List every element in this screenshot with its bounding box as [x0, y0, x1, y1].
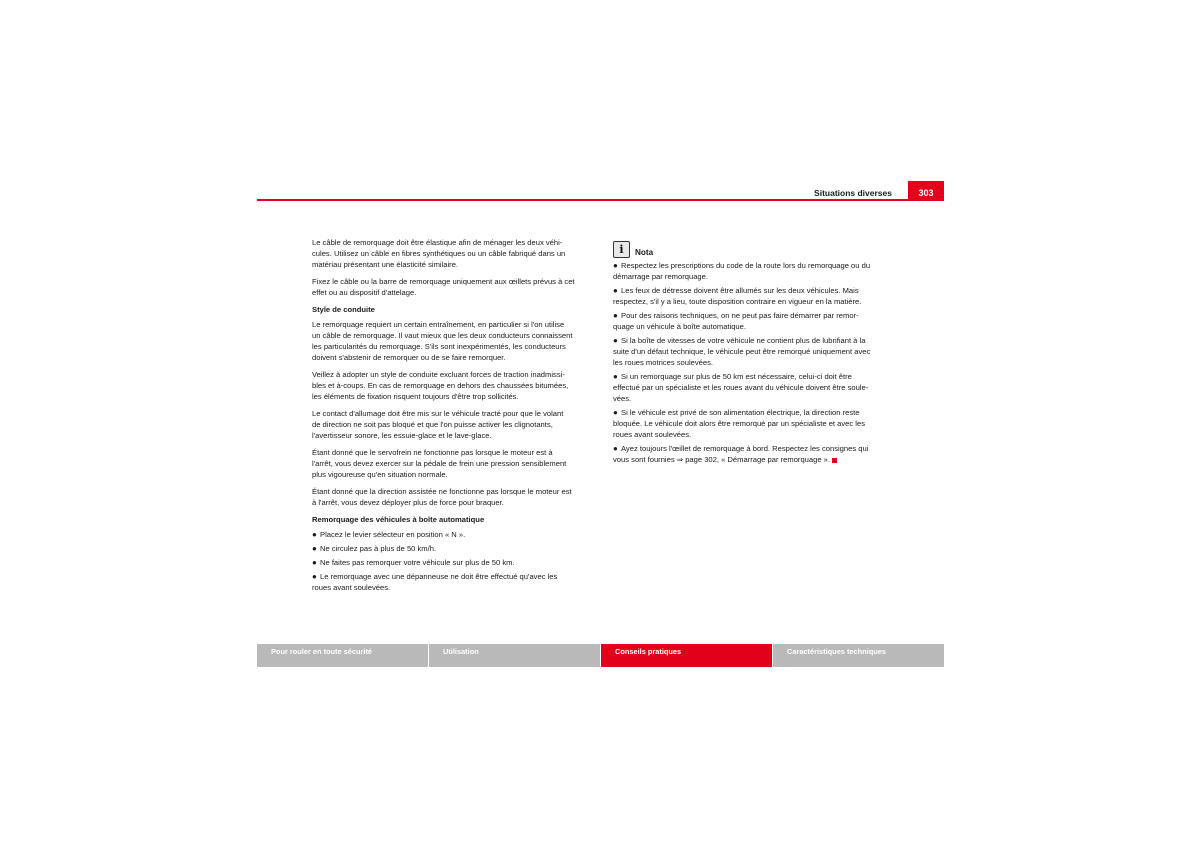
bullet-item: ● Si un remorquage sur plus de 50 km est nécessaire, celui-ci doit être effectué par un spécialiste et les roues avant du véhicule doivent être soule- vées. [613, 372, 869, 403]
bullet-icon: ● [613, 372, 618, 381]
bullet-icon: ● [312, 544, 317, 553]
bullet-item: ● Ayez toujours l'œillet de remorquage à bord. Respectez les consignes qui vous sont fournies ⇒ page 302, « Démarrage par remorquage ». [613, 444, 869, 464]
tab-technical-data[interactable]: Caractéristiques techniques [773, 644, 944, 667]
page-number: 303 [908, 181, 944, 201]
bullet-item: ● Pour des raisons techniques, on ne peut pas faire démarrer par remor- quage un véhicule à boîte automatique. [613, 311, 859, 331]
left-column [312, 237, 592, 596]
bullet-icon: ● [312, 558, 317, 567]
tab-safety[interactable]: Pour rouler en toute sécurité [257, 644, 428, 667]
bullet-icon: ● [312, 572, 317, 581]
bullet-icon: ● [613, 286, 618, 295]
subheading-driving-style: Style de conduite [312, 305, 375, 314]
paragraph: Fixez le câble ou la barre de remorquage uniquement aux œillets prévus à cet effet ou au dispositif d'attelage. [312, 277, 575, 297]
paragraph: Étant donné que le servofrein ne fonctionne pas lorsque le moteur est à l'arrêt, vous devez exercer sur la pédale de frein une pression sensiblement plus vigoureuse qu'en situation normale. [312, 448, 567, 479]
bullet-icon: ● [613, 311, 618, 320]
right-column-note [613, 241, 893, 468]
tab-practical-tips[interactable]: Conseils pratiques [601, 644, 772, 667]
bullet-item: ● Ne faites pas remorquer votre véhicule sur plus de 50 km. [312, 558, 515, 567]
paragraph: Le câble de remorquage doit être élastique afin de ménager les deux véhi- cules. Utilisez un câble en fibres synthétiques ou un câble fabriqué dans un matériau présentant une élasticité similaire. [312, 238, 566, 269]
paragraph: Veillez à adopter un style de conduite excluant forces de traction inadmissi- bles et à-coups. En cas de remorquage en dehors des chaussées bitumées, les éléments de fixation risquent toujours d'être trop sollicités. [312, 370, 569, 401]
bullet-icon: ● [613, 444, 618, 453]
footer-nav [257, 644, 944, 667]
section-title: Situations diverses [814, 188, 892, 198]
bullet-item: ● Si le véhicule est privé de son alimentation électrique, la direction reste bloquée. Le véhicule doit alors être remorqué par un spécialiste et avec les roues avant soulevées. [613, 408, 866, 439]
paragraph: Le contact d'allumage doit être mis sur le véhicule tracté pour que le volant de direction ne soit pas bloqué et que l'on puisse activer les clignotants, l'avertisseur sonore, les essuie-glace et le lave-glace. [312, 409, 564, 440]
paragraph: Étant donné que la direction assistée ne fonctionne pas lorsque le moteur est à l'arrêt, vous devez déployer plus de force pour braquer. [312, 487, 572, 507]
bullet-icon: ● [613, 408, 618, 417]
bullet-item: ● Les feux de détresse doivent être allumés sur les deux véhicules. Mais respectez, s'il y a lieu, toute disposition contraire en vigueur en la matière. [613, 286, 862, 306]
bullet-item: ● Respectez les prescriptions du code de la route lors du remorquage ou du démarrage par remorquage. [613, 261, 871, 281]
bullet-item: ● Ne circulez pas à plus de 50 km/h. [312, 544, 437, 553]
bullet-item: ● Placez le levier sélecteur en position « N ». [312, 530, 466, 539]
end-of-section-icon [832, 458, 837, 463]
bullet-item: ● Le remorquage avec une dépanneuse ne doit être effectué qu'avec les roues avant soulevées. [312, 572, 558, 592]
info-icon: i [613, 241, 630, 258]
header-rule [257, 199, 944, 201]
subheading-automatic-towing: Remorquage des véhicules à boîte automatique [312, 515, 485, 524]
note-header [613, 241, 893, 258]
bullet-item: ● Si la boîte de vitesses de votre véhicule ne contient plus de lubrifiant à la suite d'un défaut technique, le véhicule peut être remorqué uniquement avec les roues motrices soulevées. [613, 336, 871, 367]
bullet-icon: ● [613, 261, 618, 270]
bullet-icon: ● [312, 530, 317, 539]
note-label: Nota [635, 248, 654, 257]
tab-operation[interactable]: Utilisation [429, 644, 600, 667]
paragraph: Le remorquage requiert un certain entraînement, en particulier si l'on utilise un câble de remorquage. Il vaut mieux que les deux conducteurs connaissent les particularités du remorquage. S'ils sont inexpérimentés, les conducteurs doivent s'abstenir de remorquer ou de se faire remorquer. [312, 320, 573, 362]
bullet-icon: ● [613, 336, 618, 345]
